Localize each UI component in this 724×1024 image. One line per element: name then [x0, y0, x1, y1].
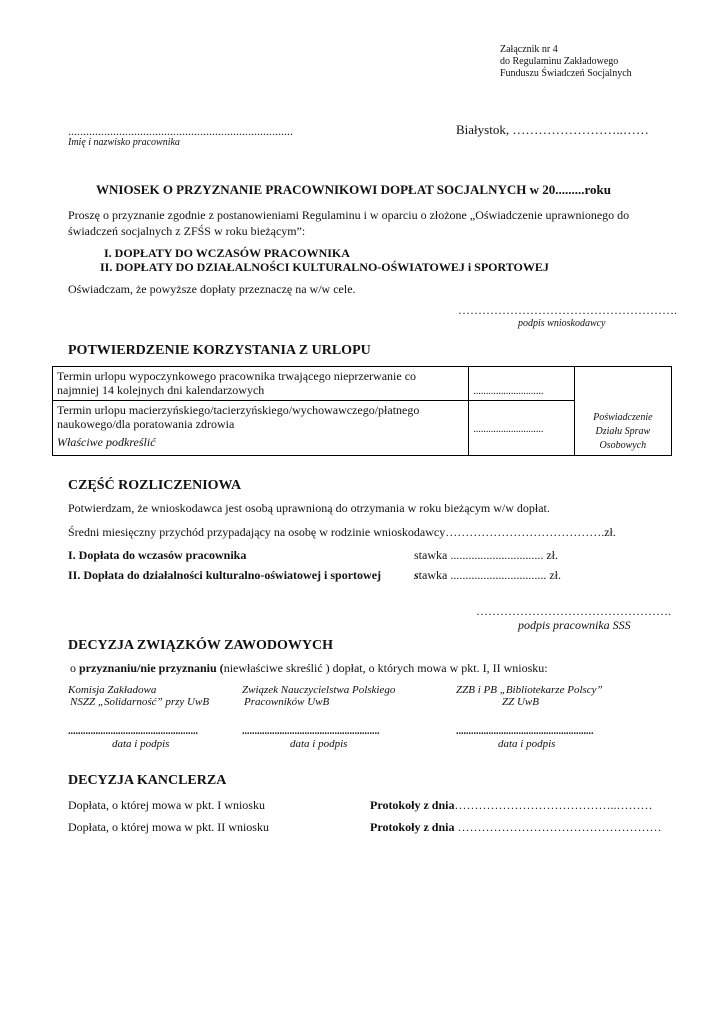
chancellor-row-1-protocol[interactable]	[370, 798, 652, 813]
rate-rest: tawka ................................ zł.	[418, 568, 561, 582]
vacation-row-2-dots[interactable]: ............................	[473, 423, 544, 435]
unions-heading: DECYZJA ZWIĄZKÓW ZAWODOWYCH	[68, 638, 334, 653]
rate-s-letter: s	[414, 568, 419, 582]
vacation-table	[52, 366, 672, 456]
vacation-row-1-dots[interactable]: ............................	[473, 386, 544, 398]
vacation-row-2-line-1: Termin urlopu macierzyńskiego/tacierzyńskiego/wychowawczego/płatnego	[57, 403, 420, 418]
chancellor-row-2-label: Dopłata, o której mowa w pkt. II wniosku	[68, 820, 269, 834]
unions-line-rest: niewłaściwe skreślić ) dopłat, o których mowa w pkt. I, II wniosku:	[223, 661, 548, 675]
settlement-confirm: Potwierdzam, że wnioskodawca jest osobą uprawnioną do otrzymania w roku bieżącym w/w dopłat.	[68, 501, 550, 515]
attachment-line-2: do Regulaminu Zakładowego	[500, 56, 619, 67]
settlement-item-1-rate[interactable]: stawka ............................... zł.	[414, 548, 558, 562]
chancellor-row-1-label: Dopłata, o której mowa w pkt. I wniosku	[68, 798, 265, 812]
personnel-stamp-cell	[574, 367, 671, 456]
union-2-line-1: Związek Nauczycielstwa Polskiego	[242, 684, 396, 696]
form-title: WNIOSEK O PRZYZNANIE PRACOWNIKOWI DOPŁAT SOCJALNYCH w 20.........roku	[96, 182, 612, 197]
vacation-row-2-line-2: naukowego/dla poratowania zdrowia	[57, 417, 235, 432]
stamp-line-1: Poświadczenie	[593, 412, 653, 423]
applicant-signature-field[interactable]: ……………………………………………….	[458, 303, 677, 317]
declaration-text: Oświadczam, że powyższe dopłaty przeznaczę na w/w cele.	[68, 282, 356, 296]
employee-name-caption: Imię i nazwisko pracownika	[68, 137, 180, 148]
chancellor-row-2-protocol[interactable]	[370, 820, 661, 835]
vacation-row-1-date[interactable]	[469, 367, 574, 401]
applicant-signature-caption: podpis wnioskodawcy	[518, 318, 606, 329]
union-3-signature-field[interactable]: .......................................................	[456, 726, 594, 737]
attachment-line-1: Załącznik nr 4	[500, 44, 558, 55]
union-2-line-2: Pracowników UwB	[244, 696, 330, 708]
union-3-line-1: ZZB i PB „Bibliotekarze Polscy”	[456, 684, 603, 696]
employee-name-field[interactable]: ...........................................................................	[68, 124, 293, 138]
underline-note: Właściwe podkreślić	[57, 435, 156, 450]
protocol-2-label: Protokoły z dnia	[370, 820, 455, 834]
unions-line-prefix: o	[70, 661, 79, 675]
vacation-row-2-desc	[53, 401, 469, 456]
union-1-line-1: Komisja Zakładowa	[68, 684, 157, 696]
income-field[interactable]: Średni miesięczny przychód przypadający na osobę w rodzinie wnioskodawcy………………………………….zł.	[68, 525, 616, 539]
settlement-item-2-label: II. Dopłata do działalności kulturalno-oświatowej i sportowej	[68, 568, 382, 582]
union-3-line-2: ZZ UwB	[502, 696, 539, 708]
union-1-signature-caption: data i podpis	[112, 738, 170, 750]
request-line-2: świadczeń socjalnych z ZFŚS w roku bieżącym”:	[68, 224, 306, 238]
stamp-line-2: Działu Spraw	[595, 426, 651, 437]
chancellor-heading: DECYZJA KANCLERZA	[68, 773, 227, 788]
union-1-line-2: NSZZ „Solidarność” przy UwB	[70, 696, 210, 708]
place-date-field[interactable]: Białystok, ……………………..……	[456, 122, 649, 137]
vacation-row-1-line-1: Termin urlopu wypoczynkowego pracownika trwającego nieprzerwanie co	[57, 369, 417, 383]
request-item-1: I. DOPŁATY DO WCZASÓW PRACOWNIKA	[104, 246, 350, 260]
protocol-1-dots[interactable]: …………………………………..………	[454, 798, 653, 812]
union-2-signature-field[interactable]: .......................................................	[242, 726, 380, 737]
union-2-signature-caption: data i podpis	[290, 738, 348, 750]
vacation-heading: POTWIERDZENIE KORZYSTANIA Z URLOPU	[68, 343, 371, 358]
vacation-row-1-line-2: najmniej 14 kolejnych dni kalendarzowych	[57, 383, 265, 397]
unions-line-bold[interactable]: przyznaniu/nie przyznaniu (	[79, 661, 224, 675]
attachment-line-3: Funduszu Świadczeń Socjalnych	[500, 68, 632, 79]
settlement-heading: CZĘŚĆ ROZLICZENIOWA	[68, 478, 242, 493]
request-line-1: Proszę o przyznanie zgodnie z postanowieniami Regulaminu i w oparciu o złożone „Oświadczenie uprawnionego do	[68, 208, 630, 222]
union-1-signature-field[interactable]: ....................................................	[68, 726, 198, 737]
protocol-2-dots[interactable]: ……………………………………………	[454, 820, 662, 834]
stamp-line-3: Osobowych	[599, 440, 647, 451]
sss-signature-caption: podpis pracownika SSS	[518, 618, 631, 632]
protocol-1-label: Protokoły z dnia	[370, 798, 455, 812]
request-item-2: II. DOPŁATY DO DZIAŁALNOŚCI KULTURALNO-OŚWIATOWEJ i SPORTOWEJ	[100, 260, 549, 274]
settlement-item-1-label: I. Dopłata do wczasów pracownika	[68, 548, 247, 562]
sss-signature-field[interactable]: ………………………………………….	[476, 604, 671, 618]
union-3-signature-caption: data i podpis	[498, 738, 556, 750]
vacation-row-2-date[interactable]	[469, 401, 574, 456]
vacation-row-1-desc	[53, 367, 469, 401]
unions-decision-line	[70, 661, 548, 676]
settlement-item-2-rate[interactable]	[414, 568, 561, 583]
